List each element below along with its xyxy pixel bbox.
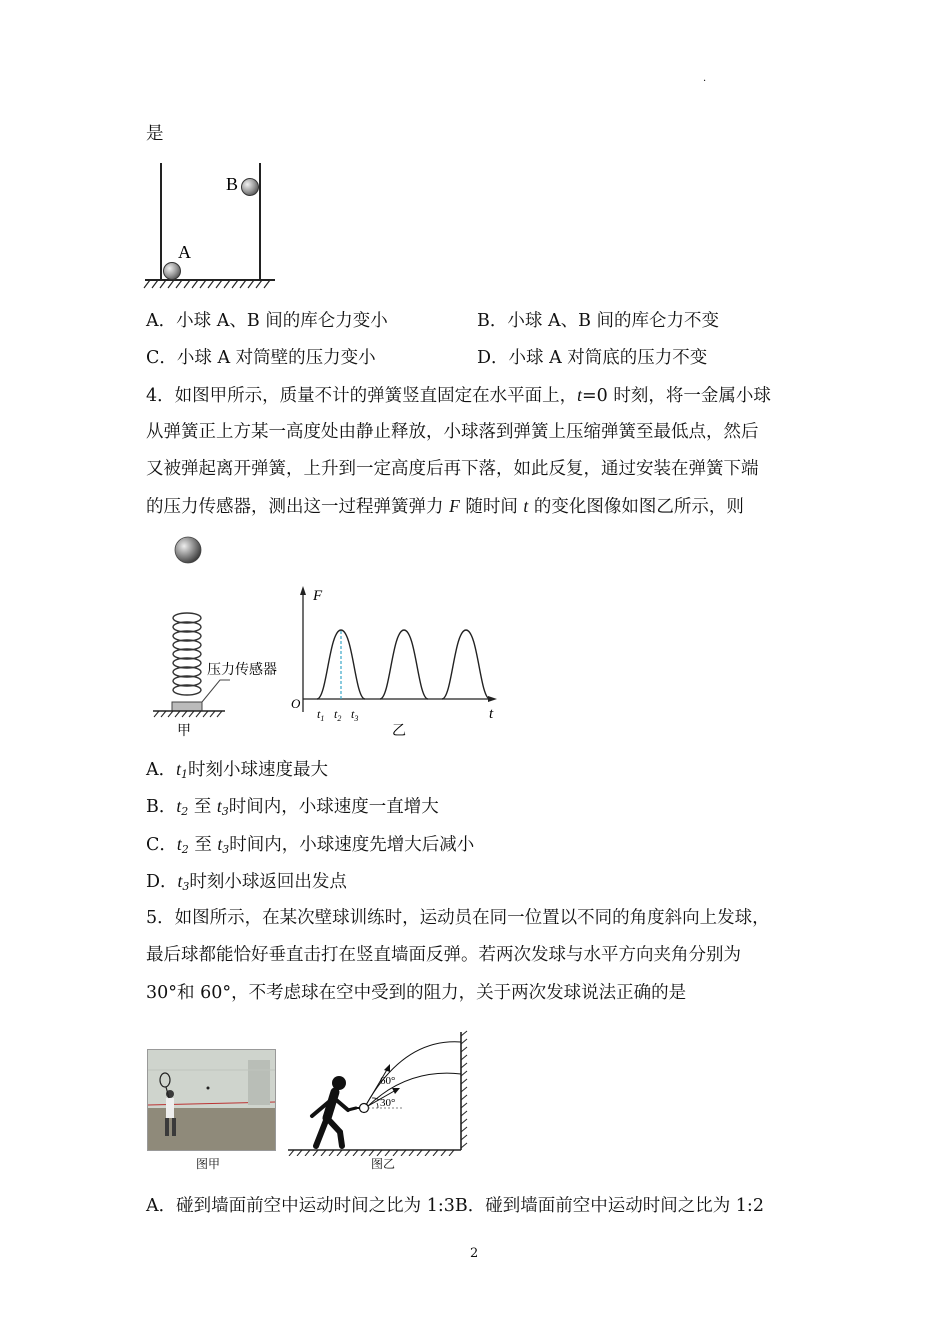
figure-yi: 乙 — [392, 722, 406, 738]
tick-t1: $t_1$ — [317, 707, 325, 723]
q3-option-c[interactable]: C．小球 A 对筒壁的压力变小 — [146, 348, 376, 368]
page-number: 2 — [470, 1246, 479, 1261]
floor-hatching — [144, 280, 270, 288]
force-pulse-3 — [442, 630, 490, 699]
label-a: A — [178, 242, 191, 262]
q4-line-3: 又被弹起离开弹簧，上升到一定高度后再下落，如此反复，通过安装在弹簧下端 — [146, 459, 759, 479]
wall-hatching — [461, 1031, 467, 1148]
caption-yi: 图乙 — [371, 1157, 396, 1171]
q3-option-d[interactable]: D．小球 A 对筒底的压力不变 — [477, 348, 708, 368]
q4-option-b[interactable]: B．$t_2$ 至 $t_3$时间内，小球速度一直增大 — [146, 796, 439, 818]
q4-line-1: 4．如图甲所示，质量不计的弹簧竖直固定在水平面上，t=0 时刻，将一金属小球 — [146, 385, 771, 406]
q3-option-b[interactable]: B．小球 A、B 间的库仑力不变 — [477, 311, 719, 331]
q5-options-line[interactable]: A．碰到墙面前空中运动时间之比为 1:3B．碰到墙面前空中运动时间之比为 1:2 — [146, 1196, 764, 1216]
angle-arc-30 — [377, 1103, 378, 1108]
angle-60-label: 60° — [380, 1075, 396, 1087]
q4-option-a[interactable]: A．$t_1$时刻小球速度最大 — [146, 759, 329, 781]
q3-tail: 是 — [146, 124, 164, 144]
axis-t-label: t — [489, 706, 494, 722]
tick-t2: $t_2$ — [334, 707, 342, 723]
falling-ball — [175, 537, 201, 563]
player-figure — [312, 1076, 356, 1146]
origin-label: O — [291, 696, 301, 711]
q5-line-1: 5．如图所示，在某次壁球训练时，运动员在同一位置以不同的角度斜向上发球， — [146, 908, 770, 928]
q4-line-4: 的压力传感器，测出这一过程弹簧弹力 F 随时间 t 的变化图像如图乙所示，则 — [146, 496, 744, 517]
q4-figure — [145, 530, 515, 745]
q5-line-2: 最后球都能恰好垂直击打在竖直墙面反弹。若两次发球与水平方向夹角分别为 — [146, 945, 741, 965]
arrowhead-60 — [384, 1064, 390, 1072]
sensor-label: 压力传感器 — [207, 661, 277, 677]
tick-t3: $t_3$ — [351, 707, 359, 723]
f-axis-arrow — [300, 586, 306, 595]
q5-line-3: 30°和 60°，不考虑球在空中受到的阻力，关于两次发球说法正确的是 — [146, 983, 687, 1003]
force-pulse-2 — [380, 630, 428, 699]
label-b: B — [226, 174, 239, 194]
q3-figure — [140, 160, 280, 295]
caption-jia: 图甲 — [196, 1157, 221, 1171]
pressure-sensor — [172, 702, 202, 711]
q3-option-a[interactable]: A．小球 A、B 间的库仑力变小 — [146, 311, 388, 331]
spring — [173, 613, 201, 695]
q4-option-c[interactable]: C．$t_2$ 至 $t_3$时间内，小球速度先增大后减小 — [146, 834, 475, 856]
axis-f-label: F — [313, 588, 323, 604]
q4-option-d[interactable]: D．$t_3$时刻小球返回出发点 — [146, 871, 347, 893]
racket-ball — [360, 1104, 369, 1113]
arrowhead-30 — [392, 1088, 400, 1094]
q5-diagram — [286, 1028, 486, 1156]
corner-mark: · — [703, 76, 707, 87]
ball-a — [164, 263, 181, 280]
angle-30-label: 30° — [380, 1097, 396, 1109]
q4-line-2: 从弹簧正上方某一高度处由静止释放，小球落到弹簧上压缩弹簧至最低点，然后 — [146, 422, 759, 442]
figure-jia: 甲 — [177, 722, 191, 738]
squash-court-photo — [147, 1049, 276, 1151]
ground-hatching — [154, 711, 222, 717]
ball-b — [242, 179, 259, 196]
sensor-leader-line — [202, 680, 230, 702]
